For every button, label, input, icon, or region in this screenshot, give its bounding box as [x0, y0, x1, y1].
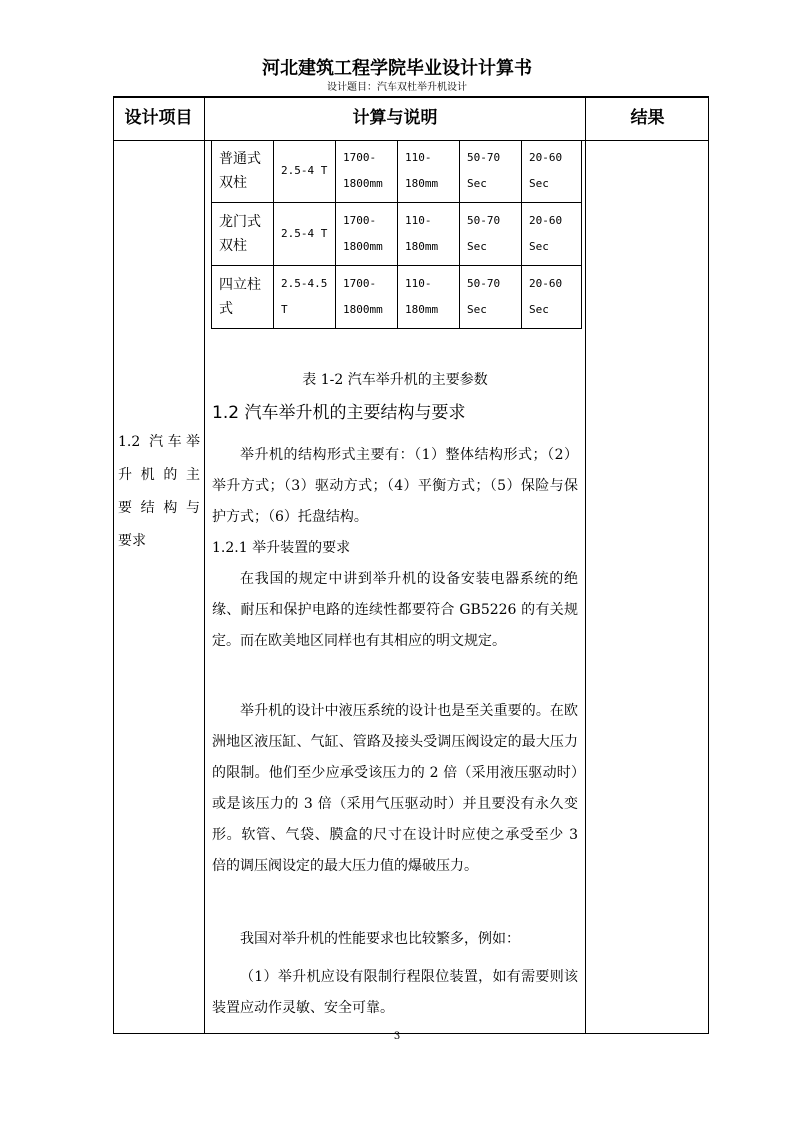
section-label — [118, 426, 200, 558]
section-label-line: 要求 — [118, 533, 146, 549]
paragraph-limit-device: （1）举升机应设有限制行程限位装置，如有需要则该装置应动作灵敏、安全可靠。 — [212, 969, 578, 1016]
paragraph-hydraulic-requirements: 举升机的设计中液压系统的设计也是至关重要的。在欧洲地区液压缸、气缸、管路及接头受调压阀设定的最大压力的限制。他们至少应承受该压力的 2 倍（采用液压驱动时）或是该压力的 3 倍（采用气压驱动时）并且要没有永久变形。软管、气袋、膜盒的尺寸在设计时应使之承受至少 3 倍的调压阀设定的最大压力值的爆破压力。 — [212, 703, 578, 874]
table-cell: 2.5-4 T — [274, 140, 336, 203]
section-label-line: 升机的主 — [118, 467, 200, 483]
table-cell: 20-60 Sec — [522, 266, 582, 329]
table-cell: 2.5-4 T — [274, 203, 336, 266]
section-label-line: 1.2 汽车举 — [118, 434, 200, 450]
document-title: 河北建筑工程学院毕业设计计算书 — [262, 58, 532, 79]
table-cell: 20-60 Sec — [522, 203, 582, 266]
paragraph-performance-intro: 我国对举升机的性能要求也比较繁多，例如： — [240, 931, 520, 947]
design-topic: 设计题目：汽车双杜举升机设计 — [327, 82, 467, 93]
table-cell: 110-180mm — [398, 266, 460, 329]
table-cell: 50-70 Sec — [460, 203, 522, 266]
table-cell: 1700-1800mm — [336, 140, 398, 203]
paragraph-electrical-requirements: 在我国的规定中讲到举升机的设备安装电器系统的绝缘、耐压和保护电路的连续性都要符合 GB5226 的有关规定。而在欧美地区同样也有其相应的明文规定。 — [212, 571, 578, 649]
column-header-calc: 计算与说明 — [352, 108, 438, 128]
table-cell: 110-180mm — [398, 140, 460, 203]
section-heading: 1.2 汽车举升机的主要结构与要求 — [212, 403, 466, 423]
page-number: 3 — [393, 1031, 401, 1042]
table-row — [212, 203, 582, 266]
table-cell: 龙门式双柱 — [212, 203, 274, 266]
table-cell: 2.5-4.5 T — [274, 266, 336, 329]
table-cell: 110-180mm — [398, 203, 460, 266]
table-row — [212, 140, 582, 203]
table-cell: 1700-1800mm — [336, 203, 398, 266]
table-cell: 1700-1800mm — [336, 266, 398, 329]
column-divider — [204, 96, 205, 1034]
column-divider — [585, 96, 586, 1034]
column-header-item: 设计项目 — [124, 108, 193, 128]
table-row — [212, 266, 582, 329]
section-label-line: 要结构与 — [118, 500, 200, 516]
lift-parameters-table — [211, 140, 582, 329]
table-cell: 50-70 Sec — [460, 266, 522, 329]
table-cell: 50-70 Sec — [460, 140, 522, 203]
table-caption: 表 1-2 汽车举升机的主要参数 — [302, 372, 488, 388]
table-cell: 20-60 Sec — [522, 140, 582, 203]
table-cell: 四立柱式 — [212, 266, 274, 329]
paragraph-structure-forms: 举升机的结构形式主要有：（1）整体结构形式；（2）举升方式；（3）驱动方式；（4）平衡方式；（5）保险与保护方式；（6）托盘结构。 — [212, 447, 578, 525]
column-header-result: 结果 — [630, 108, 665, 128]
subsection-heading: 1.2.1 举升装置的要求 — [212, 540, 351, 556]
table-cell: 普通式双柱 — [212, 140, 274, 203]
